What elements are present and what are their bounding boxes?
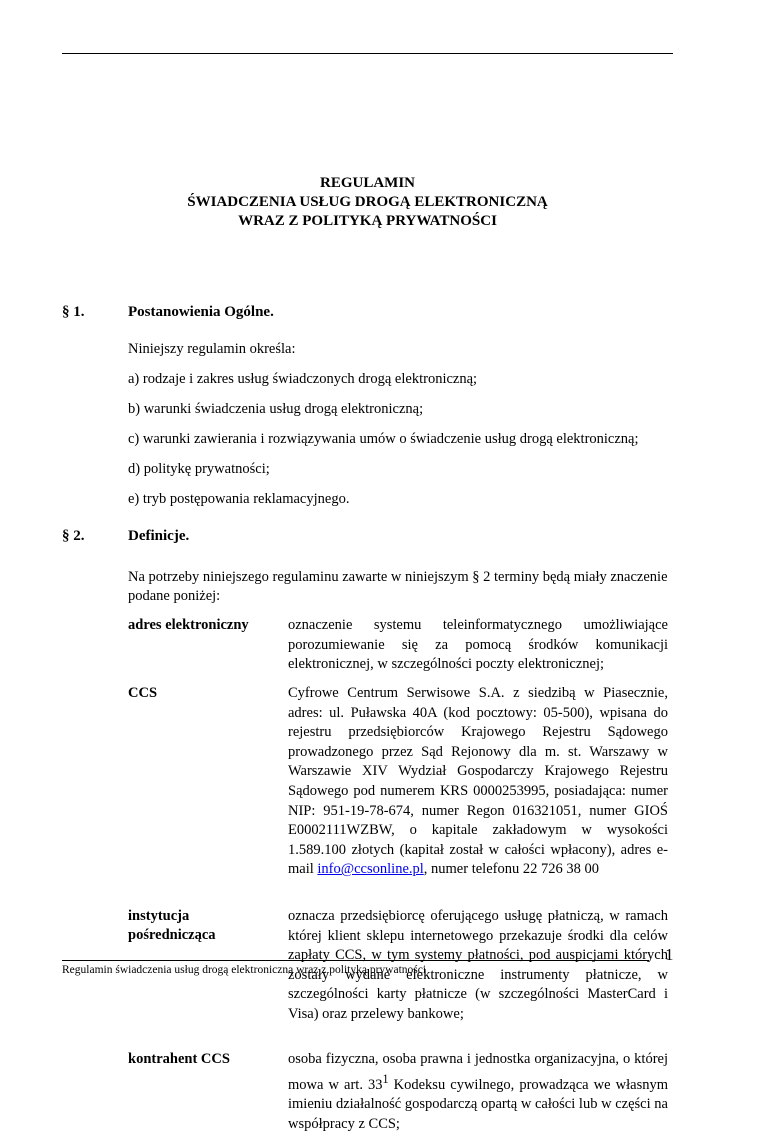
definition-text-part: osoba fizyczna, osoba prawna i jednostka organizacyjna, o której mowa w art. 33 — [288, 1051, 668, 1093]
section-2-title: Definicje. — [128, 528, 190, 544]
definition-text: oznaczenie systemu teleinformatycznego umożliwiające porozumiewanie się za pomocą środków komunikacji elektronicznej, w szczególności poczty elektronicznej; — [288, 617, 668, 673]
definition-term: instytucja pośrednicząca — [128, 908, 216, 943]
email-link[interactable]: info@ccsonline.pl — [317, 861, 424, 878]
definition-text — [288, 1050, 668, 1134]
title-line-1: REGULAMIN — [319, 175, 415, 191]
title-line-2: ŚWIADCZENIA USŁUG DROGĄ ELEKTRONICZNĄ — [187, 194, 548, 210]
list-item: d) politykę prywatności; — [128, 461, 270, 477]
section-1-title: Postanowienia Ogólne. — [128, 304, 274, 320]
definition-text-part: Kodeksu cywilnego, prowadząca we własnym imieniu działalność gospodarczą opartą w całości lub w części na współpracy z CCS; — [288, 1076, 668, 1132]
definition-term: kontrahent CCS — [128, 1051, 230, 1067]
document-title — [62, 174, 673, 231]
definition-text-part: , numer telefonu 22 726 38 00 — [423, 861, 599, 878]
footer-text: Regulamin świadczenia usług drogą elektroniczną wraz z polityką prywatności — [62, 964, 427, 976]
footnote-ref[interactable]: 1 — [382, 1071, 389, 1086]
section-2-heading — [62, 527, 189, 546]
definition-term: CCS — [128, 685, 158, 701]
list-item: a) rodzaje i zakres usług świadczonych drogą elektroniczną; — [128, 371, 478, 387]
section-1-heading — [62, 303, 274, 322]
list-item: c) warunki zawierania i rozwiązywania umów o świadczenie usług drogą elektroniczną; — [128, 431, 639, 447]
definition-text — [288, 684, 668, 880]
definition-text-part: Cyfrowe Centrum Serwisowe S.A. z siedzibą w Piasecznie, adres: ul. Puławska 40A (kod pocztowy: 05-500), wpisana do rejestru przedsiębiorców Krajowego Rejestru Sądowego prowadzonego przez Sąd Rejonowy dla m. st. Warszawy w Warszawie XIV Wydział Gospodarczy Krajowego Rejestru Sądowego pod numerem KRS 0000253995, posiadająca: numer NIP: 951-19-78-674, numer Regon 016321051, numer GIOŚ E0002111WZBW, o kapitale zakładowym w wysokości 1.589.100 złotych (kapitał został w całości wpłacony), adres e-mail — [288, 685, 668, 878]
section-1-intro: Niniejszy regulamin określa: — [128, 341, 296, 357]
section-1-number: § 1. — [62, 304, 85, 320]
list-item: e) tryb postępowania reklamacyjnego. — [128, 491, 350, 507]
section-2-intro: Na potrzeby niniejszego regulaminu zawarte w niniejszym § 2 terminy będą miały znaczenie podane poniżej: — [128, 569, 668, 604]
definition-term: adres elektroniczny — [128, 617, 249, 633]
section-2-number: § 2. — [62, 528, 85, 544]
header-rule — [62, 53, 673, 54]
title-line-3: WRAZ Z POLITYKĄ PRYWATNOŚCI — [238, 213, 497, 229]
list-item: b) warunki świadczenia usług drogą elektroniczną; — [128, 401, 424, 417]
footer-rule — [62, 960, 649, 961]
definition-text: oznacza przedsiębiorcę oferującego usługę płatniczą, w ramach której klient sklepu internetowego przekazuje środki dla celów zapłaty CCS, w tym systemy płatności, pod auspicjami których zostały wydane elektroniczne instrumenty płatnicze, w szczególności karty płatnicze (w szczególności MasterCard i Visa) oraz przelewy bankowe; — [288, 908, 668, 1022]
page-number: 1 — [665, 945, 674, 964]
